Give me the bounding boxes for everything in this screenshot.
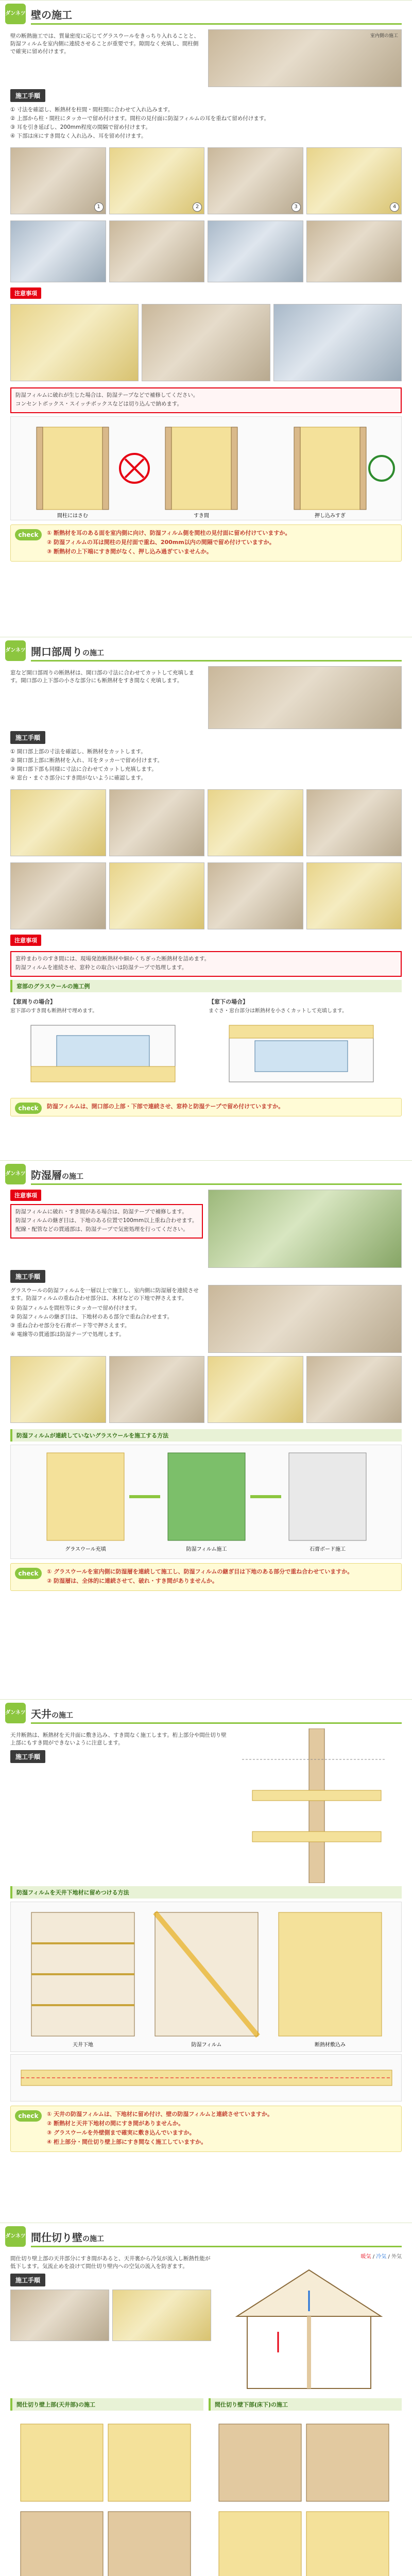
wall-intro-row bbox=[0, 29, 412, 87]
step-photo bbox=[109, 1356, 205, 1423]
wall-photo-row bbox=[0, 144, 412, 217]
section-opening bbox=[0, 637, 412, 1160]
step-item: ④ 電線等の貫通部は防湿テープで処理します。 bbox=[10, 1331, 125, 1337]
section-badge: ダンネツ bbox=[5, 2226, 26, 2247]
step-item: ③ 開口部下部も同様に寸法に合わせてカットし充填します。 bbox=[10, 766, 157, 772]
check-label: check bbox=[15, 2110, 42, 2122]
section-badge: ダンネツ bbox=[5, 640, 26, 661]
fig-caption: 防湿フィルム bbox=[191, 2042, 222, 2048]
diagram-title: 窓部のグラスウールの施工例 bbox=[10, 980, 402, 992]
wall-photo-note: 室内側の施工 bbox=[370, 33, 398, 39]
opening-steps bbox=[0, 746, 412, 786]
section-wall bbox=[0, 0, 412, 637]
step-photo bbox=[10, 862, 106, 929]
fig-caption: 断熱材敷込み bbox=[315, 2042, 346, 2048]
vapor-photo-row bbox=[0, 1353, 412, 1426]
opening-intro-row bbox=[0, 666, 412, 729]
step-item: ② 上部から柱・間柱にタッカーで留め付けます。間柱の見付面に防湿フィルムの耳を重ねて留め付けます。 bbox=[10, 115, 270, 122]
check-item: ③ グラスウールを外壁側まで確実に敷き込んでいますか。 bbox=[47, 2129, 195, 2136]
section-title: 防湿層の施工 bbox=[31, 1169, 83, 1181]
check-label: check bbox=[15, 1103, 42, 1114]
procedure-label: 施工手順 bbox=[10, 731, 45, 744]
step-photo bbox=[306, 1356, 402, 1423]
vapor-photo-2 bbox=[208, 1285, 402, 1353]
opening-photo-main bbox=[208, 666, 402, 729]
step-photo bbox=[208, 862, 303, 929]
step-photo: 3 bbox=[208, 147, 303, 214]
wall-steps bbox=[0, 104, 412, 144]
divider bbox=[31, 23, 402, 25]
caution-item: 防湿フィルムの継ぎ目は、下地のある位置で100mm以上重ね合わせます。 bbox=[15, 1217, 198, 1224]
step-photo bbox=[306, 862, 402, 929]
section-vapor bbox=[0, 1160, 412, 1699]
step-photo bbox=[10, 789, 106, 856]
fig-caption: 天井下地 bbox=[73, 2042, 93, 2048]
caution-photo bbox=[273, 304, 402, 381]
sub-title: 【窓周りの場合】 bbox=[10, 998, 56, 1005]
step-item: ① 開口部上部の寸法を確認し、断熱材をカットします。 bbox=[10, 749, 146, 755]
vapor-steps-row bbox=[0, 1285, 412, 1353]
caution-photo bbox=[10, 304, 139, 381]
partition-subs bbox=[0, 2395, 412, 2576]
fig-caption: グラスウール充填 bbox=[65, 1547, 106, 1552]
section-header bbox=[0, 637, 412, 666]
step-item: ④ 下部は床にすき間なく入れ込み、耳を留め付けます。 bbox=[10, 133, 147, 139]
caution-item: 防湿フィルムを連続させ、窓枠との取合いは防湿テープで処理します。 bbox=[15, 964, 187, 971]
section-badge: ダンネツ bbox=[5, 4, 26, 24]
check-item: 防湿フィルムは、開口部の上部・下部で連続させ、窓枠と防湿テープで留め付けていますか。 bbox=[47, 1103, 284, 1110]
check-label: check bbox=[15, 1568, 42, 1579]
fig-caption: 間柱にはさむ bbox=[57, 513, 88, 519]
vapor-intro: グラスウールの防湿フィルムを一層以上で施工し、室内側に防湿層を連続させます。防湿フィルムの重ね合わせ部分は、木材などの下地で押さえます。 bbox=[10, 1287, 199, 1301]
caution-label: 注意事項 bbox=[10, 935, 41, 946]
section-title: 壁の施工 bbox=[31, 9, 72, 21]
caution-item: 配線・配管などの貫通部は、防湿テープで気密処理を行ってください。 bbox=[15, 1226, 188, 1232]
caution-item: コンセントボックス・スイッチボックスなどは切り込んで納めます。 bbox=[15, 401, 183, 407]
vapor-photo-main bbox=[208, 1190, 402, 1268]
step-photo bbox=[109, 221, 205, 282]
diagram-title: 防湿フィルムを天井下地材に留めつける方法 bbox=[10, 1886, 402, 1899]
check-box bbox=[10, 524, 402, 562]
step-item: ① 寸法を確認し、断熱材を柱間・間柱間に合わせて入れ込みます。 bbox=[10, 107, 174, 113]
step-photo: 4 bbox=[306, 147, 402, 214]
vapor-figure bbox=[10, 1445, 402, 1559]
step-photo bbox=[109, 789, 205, 856]
step-item: ④ 窓台・まぐさ部分にすき間がないように確認します。 bbox=[10, 775, 146, 781]
check-item: ② 防湿フィルムの耳は間柱の見付面で重ね、200mm以内の間隔で留め付けていますか。 bbox=[47, 539, 275, 546]
section-title: 天井の施工 bbox=[31, 1708, 73, 1720]
caution-label: 注意事項 bbox=[10, 1190, 41, 1201]
ceiling-intro: 天井断熱は、断熱材を天井面に敷き込み、すき間なく施工します。桁上部分や間仕切り壁上部にもすき間ができないように注意します。 bbox=[10, 1732, 227, 1746]
wall-intro: 壁の断熱施工では、質量密度に応じてグラスウールをきっちり入れることと、防湿フィルムを室内側に連続させることが重要です。隙間なく充填し、間柱側で確実に留め付けます。 bbox=[10, 33, 199, 55]
section-header bbox=[0, 1161, 412, 1190]
wall-photo-main bbox=[208, 29, 402, 87]
wall-diagram bbox=[11, 417, 402, 520]
divider bbox=[31, 2246, 402, 2247]
partition-intro: 間仕切り壁上部の天井部分にすき間があると、天井裏から冷気が流入し断熱性能が低下します。気流止めを設けて間仕切り壁内への空気の流入を防ぎます。 bbox=[10, 2256, 211, 2269]
ceiling-diagram bbox=[11, 1902, 402, 2052]
caution-item: 防湿フィルムに破れ・すき間がある場合は、防湿テープで補修します。 bbox=[15, 1209, 187, 1215]
check-label: check bbox=[15, 529, 42, 540]
sub-title: 【窓下の場合】 bbox=[209, 998, 248, 1005]
house-diagram bbox=[216, 2260, 402, 2394]
procedure-label: 施工手順 bbox=[10, 89, 45, 102]
procedure-label: 施工手順 bbox=[10, 1270, 45, 1283]
window-diagram-left bbox=[10, 1015, 201, 1092]
wall-photo-row-2 bbox=[0, 217, 412, 285]
sub-text: 窓下部のすき間も断熱材で埋めます。 bbox=[10, 1008, 98, 1014]
opening-diagrams bbox=[0, 995, 412, 1094]
divider bbox=[31, 1722, 402, 1724]
check-item: ② 断熱材と天井下地材の間にすき間がありませんか。 bbox=[47, 2120, 184, 2127]
fig-caption: すき間 bbox=[194, 513, 209, 519]
step-item: ① 防湿フィルムを間柱等にタッカーで留め付けます。 bbox=[10, 1305, 141, 1311]
check-item: ③ 断熱材の上下端にすき間がなく、押し込み過ぎていませんか。 bbox=[47, 548, 212, 555]
house-diagram-wrap bbox=[216, 2252, 402, 2395]
partition-bottom-diagram bbox=[209, 2414, 399, 2576]
section-header bbox=[0, 1, 412, 29]
caution-item: 防湿フィルムに破れが生じた場合は、防湿テープなどで補修してください。 bbox=[15, 392, 199, 398]
section-ceiling bbox=[0, 1699, 412, 2223]
opening-photo-row bbox=[0, 786, 412, 859]
caution-item: 窓枠まわりのすき間には、現場発泡断熱材や細かくちぎった断熱材を詰めます。 bbox=[15, 956, 210, 962]
ceiling-figure bbox=[10, 1902, 402, 2052]
caution-label: 注意事項 bbox=[10, 287, 41, 299]
procedure-label: 施工手順 bbox=[10, 1750, 45, 1763]
step-photo bbox=[306, 789, 402, 856]
divider bbox=[31, 660, 402, 662]
caution-photo bbox=[142, 304, 270, 381]
divider bbox=[31, 1183, 402, 1185]
wall-figure bbox=[10, 416, 402, 520]
procedure-label: 施工手順 bbox=[10, 2274, 45, 2286]
step-item: ③ 重ね合わせ部分を石膏ボード等で押さえます。 bbox=[10, 1323, 130, 1329]
step-photo bbox=[208, 1356, 303, 1423]
partition-photos bbox=[10, 2286, 211, 2344]
legend: 暖気 / 冷気 / 外気 bbox=[360, 2254, 402, 2260]
check-item: ① 断熱材を耳のある面を室内側に向け、防湿フィルム側を間柱の見付面に留め付けていますか。 bbox=[47, 530, 291, 536]
step-photo bbox=[208, 221, 303, 282]
check-box bbox=[10, 2106, 402, 2152]
check-item: ① グラスウールを室内側に防湿層を連続して施工し、防湿フィルムの継ぎ目は下地のある部分で重ね合わせていますか。 bbox=[47, 1568, 353, 1575]
fig-caption: 石膏ボード施工 bbox=[310, 1547, 346, 1552]
step-item: ② 開口部上部に断熱材を入れ、耳をタッカーで留め付けます。 bbox=[10, 757, 163, 764]
check-box bbox=[10, 1563, 402, 1591]
diagram-title: 防湿フィルムが連続していないグラスウールを施工する方法 bbox=[10, 1429, 402, 1442]
opening-photo-row-2 bbox=[0, 859, 412, 933]
step-photo bbox=[10, 221, 106, 282]
section-badge: ダンネツ bbox=[5, 1703, 26, 1723]
step-photo bbox=[208, 789, 303, 856]
window-diagram-right bbox=[209, 1015, 399, 1092]
opening-intro: 窓など開口部周りの断熱材は、開口部の寸法に合わせてカットして充填します。開口部の上下部の小さな部分にも断熱材をすき間なく充填します。 bbox=[10, 670, 194, 684]
ceiling-section-diagram bbox=[232, 1728, 402, 1883]
step-photo bbox=[109, 862, 205, 929]
section-header bbox=[0, 1700, 412, 1728]
step-photo: 2 bbox=[109, 147, 205, 214]
ceiling-strip bbox=[10, 2054, 402, 2102]
caution-box bbox=[10, 951, 402, 977]
fig-caption: 防湿フィルム施工 bbox=[186, 1547, 227, 1552]
sub-title: 間仕切り壁下部(床下)の施工 bbox=[209, 2398, 402, 2411]
vapor-steps bbox=[10, 1304, 203, 1338]
partition-top-diagram bbox=[10, 2414, 201, 2576]
caution-box bbox=[10, 387, 402, 413]
section-title: 開口部周りの施工 bbox=[31, 646, 104, 658]
vapor-diagram bbox=[11, 1445, 402, 1558]
wall-caution-photos bbox=[0, 301, 412, 384]
step-photo bbox=[306, 221, 402, 282]
section-header bbox=[0, 2223, 412, 2252]
step-photo: 1 bbox=[10, 147, 106, 214]
section-title: 間仕切り壁の施工 bbox=[31, 2231, 104, 2244]
check-box bbox=[10, 1098, 402, 1116]
section-partition bbox=[0, 2223, 412, 2576]
sub-title: 間仕切り壁上部(天井部)の施工 bbox=[10, 2398, 203, 2411]
section-badge: ダンネツ bbox=[5, 1164, 26, 1184]
vapor-caution-row bbox=[0, 1190, 412, 1268]
step-photo bbox=[112, 2290, 211, 2341]
check-item: ① 天井の防湿フィルムは、下地材に留め付け、壁の防湿フィルムと連続させていますか。 bbox=[47, 2111, 273, 2117]
caution-box bbox=[10, 1204, 203, 1239]
check-item: ② 防湿層は、全体的に連続させて、破れ・すき間がありませんか。 bbox=[47, 1578, 218, 1584]
sub-text: まぐさ・窓台部分は断熱材を小さくカットして充填します。 bbox=[209, 1008, 348, 1014]
step-item: ③ 耳を引き延ばし、200mm程度の間隔で留め付けます。 bbox=[10, 124, 151, 130]
step-item: ② 防湿フィルムの継ぎ目は、下地材のある部分で重ね合わせます。 bbox=[10, 1314, 173, 1320]
ceiling-intro-row bbox=[0, 1728, 412, 1883]
check-item: ④ 桁上部分・間仕切り壁上部にすき間なく施工していますか。 bbox=[47, 2139, 207, 2145]
step-photo bbox=[10, 2290, 109, 2341]
ceiling-strip-diagram bbox=[11, 2055, 402, 2101]
fig-caption: 押し込みすぎ bbox=[315, 513, 346, 519]
partition-intro-row bbox=[0, 2252, 412, 2395]
step-photo bbox=[10, 1356, 106, 1423]
